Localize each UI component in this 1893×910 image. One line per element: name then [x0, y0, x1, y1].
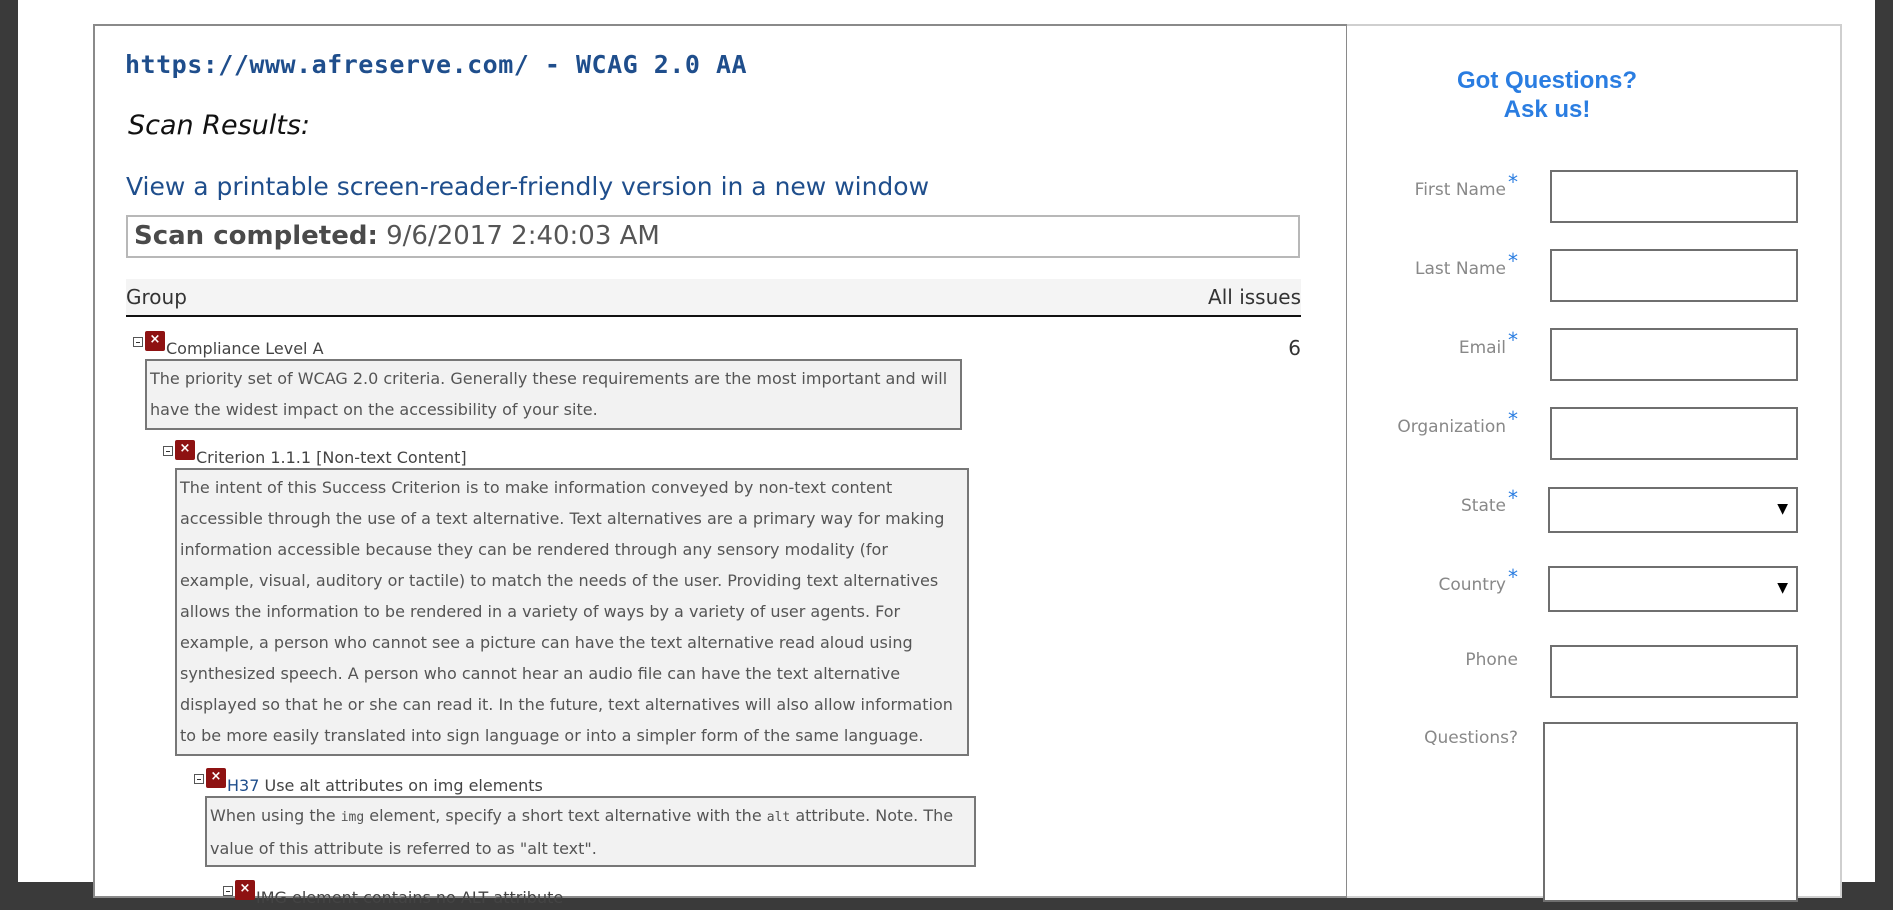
all-issues-column-header[interactable]: All issues — [1208, 285, 1301, 309]
questions-label-text: Questions? — [1424, 728, 1518, 748]
scan-completed-value: 9/6/2017 2:40:03 AM — [386, 221, 660, 251]
compliance-level-a-description: The priority set of WCAG 2.0 criteria. Generally these requirements are the most important and will have the widest impact on the accessibility of your site. — [145, 359, 962, 430]
required-asterisk: * — [1508, 249, 1518, 273]
required-asterisk: * — [1508, 328, 1518, 352]
got-questions-heading: Got Questions? — [1457, 67, 1637, 94]
tree-row-compliance-level-a — [133, 332, 1301, 361]
country-select[interactable] — [1548, 566, 1798, 612]
compliance-level-a-label[interactable]: Compliance Level A — [166, 338, 324, 358]
alt-code: alt — [766, 810, 791, 825]
contact-form-title — [1347, 66, 1747, 124]
tree-row-img-no-alt — [223, 881, 564, 910]
page — [18, 0, 1875, 907]
required-asterisk: * — [1508, 565, 1518, 589]
error-icon: × — [145, 331, 165, 351]
collapse-toggle-icon[interactable] — [133, 337, 143, 347]
h37-technique-link[interactable]: H37 — [227, 775, 260, 795]
contact-form-panel — [1347, 24, 1842, 898]
questions-label — [1388, 728, 1518, 748]
tree-row-criterion-1-1-1 — [163, 441, 467, 470]
last-name-label — [1388, 249, 1518, 279]
required-asterisk: * — [1508, 407, 1518, 431]
required-asterisk: * — [1508, 486, 1518, 510]
country-label — [1388, 565, 1518, 595]
issue-count: 6 — [1288, 336, 1301, 360]
questions-textarea[interactable] — [1543, 722, 1798, 902]
img-code: img — [340, 810, 365, 825]
error-icon: × — [235, 880, 255, 900]
state-select[interactable] — [1548, 487, 1798, 533]
collapse-toggle-icon[interactable] — [194, 774, 204, 784]
img-no-alt-label[interactable]: IMG element contains no ALT attribute — [256, 887, 564, 907]
report-title: https://www.afreserve.com/ - WCAG 2.0 AA — [125, 50, 748, 79]
first-name-label-text: First Name — [1414, 180, 1506, 200]
phone-label-text: Phone — [1465, 650, 1518, 670]
last-name-field[interactable] — [1550, 249, 1798, 302]
criterion-1-1-1-label[interactable]: Criterion 1.1.1 [Non-text Content] — [196, 447, 467, 467]
email-label-text: Email — [1458, 338, 1506, 358]
organization-field[interactable] — [1550, 407, 1798, 460]
h37-label — [227, 776, 543, 795]
scan-completed-box — [126, 215, 1300, 258]
first-name-label — [1388, 170, 1518, 200]
h37-title: Use alt attributes on img elements — [259, 775, 543, 795]
country-label-text: Country — [1438, 575, 1506, 595]
collapse-toggle-icon[interactable] — [163, 446, 173, 456]
printable-version-link[interactable]: View a printable screen-reader-friendly version in a new window — [126, 172, 930, 201]
collapse-toggle-icon[interactable] — [223, 886, 233, 896]
error-icon: × — [175, 440, 195, 460]
first-name-field[interactable] — [1550, 170, 1798, 223]
organization-label-text: Organization — [1397, 417, 1506, 437]
state-label-text: State — [1461, 496, 1506, 516]
ask-us-heading: Ask us! — [1503, 96, 1591, 123]
group-column-header[interactable]: Group — [126, 285, 187, 309]
required-asterisk: * — [1508, 170, 1518, 194]
scan-completed-label: Scan completed: — [134, 221, 378, 251]
tree-row-h37 — [194, 769, 543, 798]
last-name-label-text: Last Name — [1415, 259, 1506, 279]
h37-desc-text: element, specify a short text alternative with the — [364, 806, 767, 825]
error-icon: × — [206, 768, 226, 788]
results-table-header — [126, 279, 1301, 317]
h37-desc-text: attribute. Note. The value of this attribute is referred to as "alt text". — [210, 806, 954, 858]
report-panel — [93, 24, 1349, 907]
email-field[interactable] — [1550, 328, 1798, 381]
state-label — [1388, 486, 1518, 516]
h37-desc-text: When using the — [210, 806, 341, 825]
email-label — [1388, 328, 1518, 358]
h37-description — [205, 796, 976, 867]
phone-field[interactable] — [1550, 645, 1798, 698]
criterion-1-1-1-description: The intent of this Success Criterion is to make information conveyed by non-text content accessible through the use of a text alternative. Text alternatives are a primary way for making information accessible because they can be rendered through any sensory modality (for example, visual, auditory or tactile) to match the needs of the user. Providing text alternatives allows the information to be rendered in a variety of ways by a variety of user agents. For example, a person who cannot see a picture can have the text alternative read aloud using synthesized speech. A person who cannot hear an audio file can have the text alternative displayed so that he or she can read it. In the future, text alternatives will also allow information to be more easily translated into sign language or into a simpler form of the same language. — [175, 468, 969, 756]
phone-label — [1388, 650, 1518, 670]
chevron-down-icon: ▼ — [1777, 501, 1788, 517]
chevron-down-icon: ▼ — [1777, 580, 1788, 596]
scan-results-heading: Scan Results: — [128, 110, 311, 141]
organization-label — [1388, 407, 1518, 437]
